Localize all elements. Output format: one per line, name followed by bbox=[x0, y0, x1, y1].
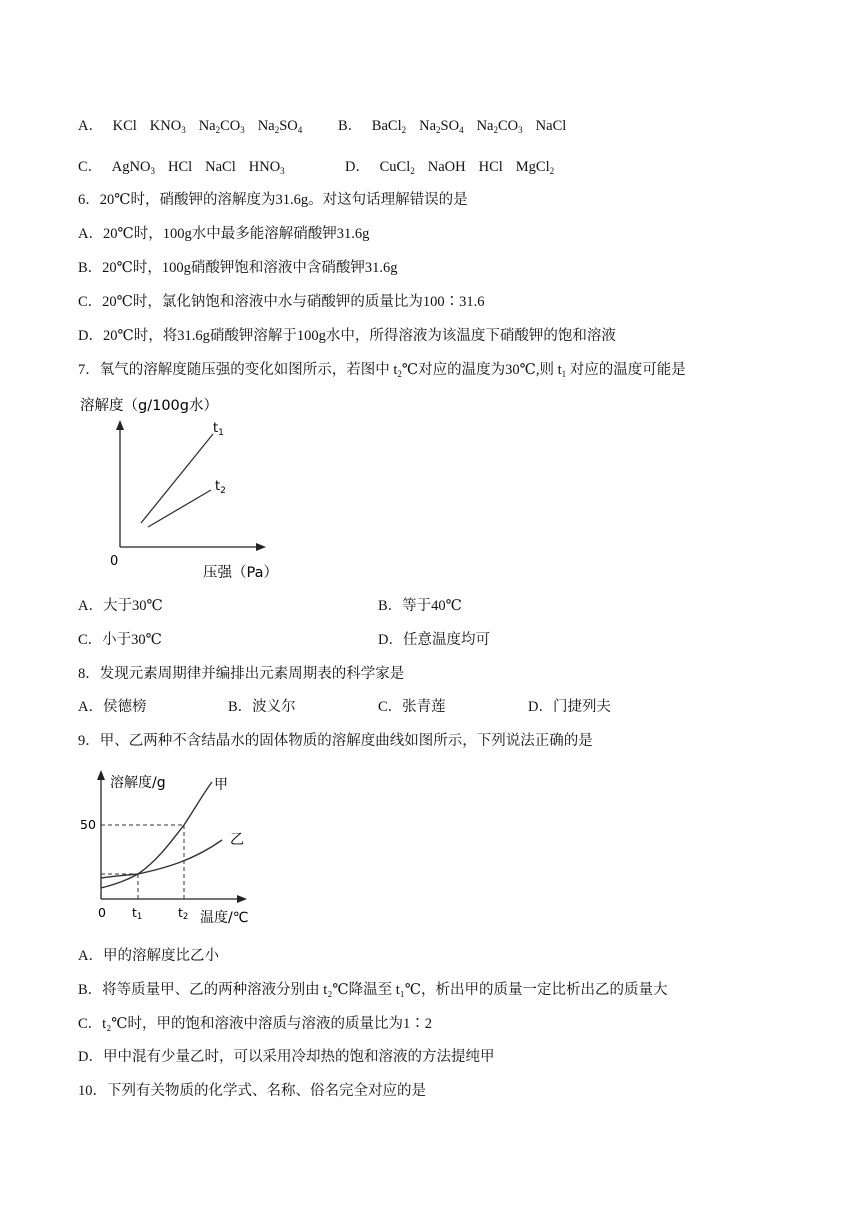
q7-stem-sub1: 2 bbox=[397, 369, 402, 379]
chart2-origin: 0 bbox=[98, 905, 106, 920]
formula-text: NaOH bbox=[427, 159, 466, 175]
q8-option-d[interactable]: D．门捷列夫 bbox=[528, 699, 611, 715]
formula-text: MgCl bbox=[515, 159, 550, 175]
q7-option-c[interactable]: C．小于30℃ bbox=[78, 632, 162, 648]
q6-option-b[interactable]: B．20℃时，100g硝酸钾饱和溶液中含硝酸钾31.6g bbox=[78, 260, 398, 276]
q7-stem-sub2: 1 bbox=[561, 369, 567, 379]
chart1-origin: 0 bbox=[110, 554, 119, 569]
chemical-formula bbox=[380, 159, 415, 175]
q5-option-d[interactable] bbox=[345, 157, 567, 177]
q6-option-d[interactable]: D．20℃时，将31.6g硝酸钾溶解于100g水中，所得溶液为该温度下硝酸钾的饱和溶液 bbox=[78, 328, 616, 344]
q5-option-c[interactable] bbox=[78, 157, 298, 177]
q8-option-b[interactable]: B．波义尔 bbox=[228, 699, 296, 715]
chart2-x-arrow bbox=[237, 895, 247, 903]
formula-subscript: 4 bbox=[459, 125, 464, 135]
formula-text: Na bbox=[257, 118, 275, 134]
q7-option-a[interactable]: A．大于30℃ bbox=[78, 598, 163, 614]
chart1-ylabel: 溶解度（g/100g水） bbox=[80, 398, 218, 414]
option-letter: D． bbox=[345, 159, 370, 175]
chart2-ylabel: 溶解度/g bbox=[110, 775, 166, 791]
chemical-formula bbox=[536, 118, 567, 134]
q7-option-b[interactable]: B．等于40℃ bbox=[378, 598, 462, 614]
option-letter: B． bbox=[338, 118, 363, 134]
chart1-label-t2-main: t bbox=[215, 479, 221, 494]
q7-stem-mid: ℃对应的温度为30℃,则 t bbox=[401, 362, 562, 378]
chemical-formula bbox=[419, 118, 463, 134]
chemical-formula bbox=[113, 118, 137, 134]
q10-stem: 10．下列有关物质的化学式、名称、俗名完全对应的是 bbox=[78, 1083, 426, 1099]
q7-stem-post: 对应的温度可能是 bbox=[566, 362, 686, 378]
formula-text: HCl bbox=[167, 159, 193, 175]
q9-option-b[interactable]: B．将等质量甲、乙的两种溶液分别由 t₂℃降温至 t₁℃，析出甲的质量一定比析出乙的质量大 bbox=[78, 982, 668, 998]
option-letter: C． bbox=[78, 159, 103, 175]
chart2-xtick-t2 bbox=[178, 905, 188, 922]
formula-subscript: 2 bbox=[274, 125, 280, 135]
q7-stem bbox=[78, 360, 686, 380]
chart2-xtick-t1-main: t bbox=[132, 905, 137, 920]
chart2-label-yi: 乙 bbox=[230, 832, 244, 848]
q5-option-b[interactable] bbox=[338, 116, 579, 136]
formula-subscript: 3 bbox=[240, 125, 245, 135]
formula-text: CO bbox=[498, 118, 519, 134]
formula-list bbox=[113, 118, 316, 134]
chemical-formula bbox=[199, 118, 245, 134]
q8-stem: 8．发现元素周期律并编排出元素周期表的科学家是 bbox=[78, 666, 405, 682]
chemical-formula bbox=[477, 118, 523, 134]
formula-text: KNO bbox=[149, 118, 182, 134]
q8-option-c[interactable]: C．张青莲 bbox=[378, 699, 446, 715]
formula-text: Na bbox=[198, 118, 216, 134]
chemical-formula bbox=[372, 118, 406, 134]
chart2-series-jia bbox=[101, 782, 212, 888]
q9-stem: 9．甲、乙两种不含结晶水的固体物质的溶解度曲线如图所示，下列说法正确的是 bbox=[78, 733, 593, 749]
chart2-xtick-t1-sub: 1 bbox=[136, 912, 143, 922]
formula-text: CuCl bbox=[379, 159, 411, 175]
formula-text: CO bbox=[220, 118, 241, 134]
pressure-solubility-chart bbox=[76, 390, 296, 590]
q6-option-c[interactable]: C．20℃时，氯化钠饱和溶液中水与硝酸钾的质量比为100∶31.6 bbox=[78, 294, 485, 310]
formula-subscript: 3 bbox=[150, 166, 155, 176]
q7-option-d[interactable]: D．任意温度均可 bbox=[378, 632, 490, 648]
formula-subscript: 4 bbox=[297, 125, 303, 135]
formula-text: BaCl bbox=[371, 118, 402, 134]
formula-list bbox=[112, 159, 298, 175]
formula-text: HCl bbox=[478, 159, 503, 175]
chemical-formula bbox=[112, 159, 155, 175]
formula-subscript: 2 bbox=[215, 125, 221, 135]
q6-option-a[interactable]: A．20℃时，100g水中最多能溶解硝酸钾31.6g bbox=[78, 226, 370, 242]
chemical-formula bbox=[150, 118, 186, 134]
formula-subscript: 3 bbox=[280, 166, 285, 176]
chart1-label-t2 bbox=[215, 479, 226, 496]
formula-subscript: 2 bbox=[436, 125, 441, 135]
formula-list bbox=[372, 118, 579, 134]
chemical-formula bbox=[249, 159, 285, 175]
chart2-series-yi bbox=[101, 840, 222, 878]
formula-text: AgNO bbox=[111, 159, 151, 175]
chart2-xtick-t2-sub: 2 bbox=[182, 912, 189, 922]
formula-subscript: 2 bbox=[410, 166, 415, 176]
formula-text: HNO bbox=[248, 159, 281, 175]
chart1-xlabel: 压强（Pa） bbox=[203, 565, 278, 581]
formula-text: Na bbox=[476, 118, 494, 134]
chemical-formula bbox=[516, 159, 554, 175]
chart1-y-arrow bbox=[116, 420, 124, 430]
formula-subscript: 2 bbox=[493, 125, 498, 135]
formula-text: Na bbox=[419, 118, 437, 134]
formula-text: SO bbox=[440, 118, 460, 134]
formula-subscript: 3 bbox=[181, 125, 186, 135]
temperature-solubility-chart bbox=[76, 762, 266, 932]
q9-option-d[interactable]: D．甲中混有少量乙时，可以采用冷却热的饱和溶液的方法提纯甲 bbox=[78, 1049, 495, 1065]
chemical-formula bbox=[258, 118, 302, 134]
chart1-label-t2-sub: 2 bbox=[220, 486, 226, 496]
formula-list bbox=[380, 159, 568, 175]
chart2-ytick-50: 50 bbox=[80, 817, 96, 832]
chemical-formula bbox=[479, 159, 503, 175]
chart1-label-t1-main: t bbox=[213, 421, 219, 436]
q5-option-a[interactable] bbox=[78, 116, 315, 136]
chart2-y-arrow bbox=[97, 770, 105, 780]
formula-text: NaCl bbox=[205, 159, 236, 175]
formula-subscript: 2 bbox=[401, 125, 407, 135]
chart2-xtick-t1 bbox=[132, 905, 142, 922]
option-letter: A． bbox=[78, 118, 103, 134]
formula-text: SO bbox=[279, 118, 298, 134]
chemical-formula bbox=[428, 159, 466, 175]
formula-subscript: 2 bbox=[549, 166, 555, 176]
chart1-label-t1-sub: 1 bbox=[218, 428, 224, 438]
q8-option-a[interactable]: A．侯德榜 bbox=[78, 699, 147, 715]
q6-stem: 6．20℃时，硝酸钾的溶解度为31.6g。对这句话理解错误的是 bbox=[78, 192, 468, 208]
formula-text: KCl bbox=[112, 118, 137, 134]
formula-text: NaCl bbox=[535, 118, 567, 134]
chart2-xtick-t2-main: t bbox=[178, 905, 183, 920]
chart2-label-jia: 甲 bbox=[214, 777, 228, 793]
chart1-x-arrow bbox=[256, 543, 266, 551]
q9-option-c[interactable]: C．t₂℃时，甲的饱和溶液中溶质与溶液的质量比为1∶2 bbox=[78, 1016, 432, 1032]
chemical-formula bbox=[205, 159, 236, 175]
q7-stem-pre: 7．氧气的溶解度随压强的变化如图所示，若图中 t bbox=[78, 362, 398, 378]
chart1-label-t1 bbox=[213, 421, 224, 438]
chart1-series-t2 bbox=[148, 490, 211, 527]
chemical-formula bbox=[168, 159, 192, 175]
q9-option-a[interactable]: A．甲的溶解度比乙小 bbox=[78, 948, 219, 964]
formula-subscript: 3 bbox=[518, 125, 523, 135]
chart2-xlabel: 温度/℃ bbox=[200, 910, 249, 926]
